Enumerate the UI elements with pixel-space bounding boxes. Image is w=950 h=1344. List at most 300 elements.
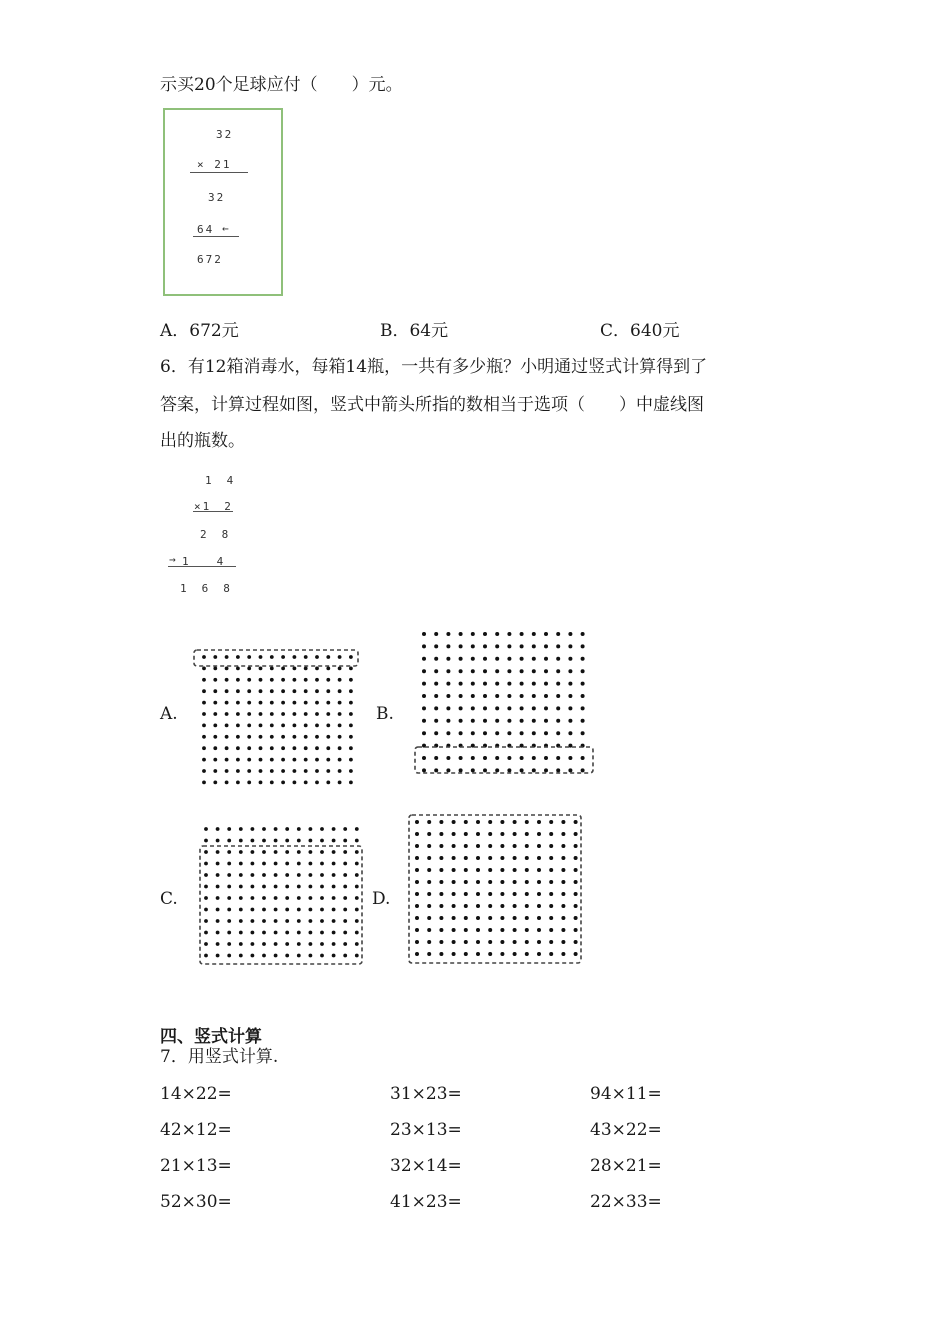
dot	[495, 768, 499, 772]
dot	[309, 873, 313, 877]
q5-option-c: C．640元	[600, 321, 680, 341]
dot	[513, 856, 517, 860]
dot	[274, 850, 278, 854]
dot	[259, 735, 263, 739]
dot	[236, 781, 240, 785]
q6-option-b-label: B.	[376, 704, 394, 724]
dot	[581, 669, 585, 673]
dot	[520, 682, 524, 686]
dot	[202, 758, 206, 762]
dot	[549, 928, 553, 932]
dot	[304, 667, 308, 671]
dot	[315, 781, 319, 785]
dot	[236, 678, 240, 682]
dot	[349, 758, 353, 762]
dot	[304, 678, 308, 682]
dot	[281, 724, 285, 728]
dot	[247, 746, 251, 750]
dot	[556, 669, 560, 673]
dot	[459, 731, 463, 735]
dot	[285, 954, 289, 958]
dot	[349, 678, 353, 682]
dot	[549, 844, 553, 848]
dot	[239, 919, 243, 923]
dot	[236, 735, 240, 739]
dot	[495, 706, 499, 710]
dot	[285, 908, 289, 912]
dot	[459, 706, 463, 710]
dot	[446, 719, 450, 723]
dot	[500, 928, 504, 932]
dot	[525, 916, 529, 920]
dot	[488, 868, 492, 872]
dot	[262, 885, 266, 889]
dot	[274, 827, 278, 831]
dot	[326, 724, 330, 728]
dot	[227, 850, 231, 854]
dot	[459, 632, 463, 636]
q6-question-line3: 出的瓶数。	[160, 431, 245, 451]
dot	[415, 856, 419, 860]
dot	[251, 942, 255, 946]
dot	[239, 931, 243, 935]
dot	[236, 667, 240, 671]
dot	[355, 839, 359, 843]
dot	[556, 768, 560, 772]
dot	[247, 735, 251, 739]
dot	[574, 916, 578, 920]
dot	[251, 850, 255, 854]
q5-option-a: A．672元	[160, 321, 239, 341]
dot	[415, 904, 419, 908]
dot	[239, 873, 243, 877]
dot	[532, 669, 536, 673]
dot	[439, 856, 443, 860]
dot	[349, 701, 353, 705]
dashed-selection-box	[409, 815, 581, 963]
dot	[452, 832, 456, 836]
dot	[281, 712, 285, 716]
dot	[581, 731, 585, 735]
q5-question-tail: 示买20个足球应付（ ）元。	[160, 75, 403, 95]
dot	[532, 694, 536, 698]
dot	[216, 827, 220, 831]
dot	[315, 689, 319, 693]
dot	[274, 839, 278, 843]
dot	[274, 896, 278, 900]
dot	[239, 862, 243, 866]
dot	[434, 694, 438, 698]
dot	[507, 669, 511, 673]
dot	[239, 850, 243, 854]
dot	[459, 756, 463, 760]
dot	[236, 724, 240, 728]
dot	[293, 735, 297, 739]
dot	[270, 655, 274, 659]
dot	[434, 682, 438, 686]
dot	[239, 885, 243, 889]
dot	[332, 931, 336, 935]
dot	[520, 669, 524, 673]
dot	[239, 954, 243, 958]
dot	[315, 678, 319, 682]
dot	[568, 768, 572, 772]
dot	[513, 928, 517, 932]
dot	[488, 892, 492, 896]
dot	[285, 850, 289, 854]
dot	[507, 682, 511, 686]
q5-calc-multiplicand: 32	[216, 128, 234, 141]
dot	[427, 844, 431, 848]
dot	[216, 919, 220, 923]
dot	[483, 756, 487, 760]
dot	[216, 873, 220, 877]
dot	[338, 769, 342, 773]
dot	[537, 904, 541, 908]
dot	[471, 644, 475, 648]
dot	[281, 655, 285, 659]
dot	[556, 719, 560, 723]
dot	[309, 942, 313, 946]
q6-calc-partial1: 2 8	[200, 528, 231, 541]
dot	[225, 746, 229, 750]
dot	[452, 892, 456, 896]
dot	[227, 908, 231, 912]
dot	[225, 689, 229, 693]
dot	[227, 839, 231, 843]
dot	[520, 731, 524, 735]
dot	[561, 820, 565, 824]
dot	[236, 701, 240, 705]
dot	[304, 769, 308, 773]
dot	[549, 856, 553, 860]
dot	[561, 832, 565, 836]
dot	[259, 655, 263, 659]
dot	[259, 746, 263, 750]
dot	[500, 832, 504, 836]
dot	[355, 896, 359, 900]
dot	[213, 769, 217, 773]
dot	[581, 657, 585, 661]
dot	[326, 769, 330, 773]
dot	[507, 768, 511, 772]
dot	[459, 669, 463, 673]
dot	[549, 892, 553, 896]
dot	[513, 904, 517, 908]
dot	[459, 644, 463, 648]
dot	[349, 724, 353, 728]
dot	[520, 706, 524, 710]
dot	[202, 689, 206, 693]
dot	[507, 632, 511, 636]
dot	[476, 940, 480, 944]
dot	[225, 712, 229, 716]
dot	[544, 657, 548, 661]
dot	[216, 839, 220, 843]
dot	[427, 892, 431, 896]
dot	[202, 735, 206, 739]
q7-problem: 52×30=	[160, 1192, 232, 1212]
dot	[304, 701, 308, 705]
dot	[415, 832, 419, 836]
dot	[270, 746, 274, 750]
dot	[343, 827, 347, 831]
dot	[343, 942, 347, 946]
dot	[216, 931, 220, 935]
q6-option-c-label: C.	[160, 889, 178, 909]
dot	[574, 820, 578, 824]
dot	[525, 844, 529, 848]
dot	[537, 856, 541, 860]
dot	[355, 873, 359, 877]
dot	[213, 678, 217, 682]
dot	[332, 827, 336, 831]
dot	[483, 768, 487, 772]
dot	[574, 928, 578, 932]
dot	[274, 885, 278, 889]
dot	[422, 644, 426, 648]
dot	[216, 908, 220, 912]
dot	[488, 832, 492, 836]
dot	[213, 735, 217, 739]
dot	[304, 712, 308, 716]
dot	[549, 868, 553, 872]
dot	[556, 682, 560, 686]
dot	[338, 667, 342, 671]
dot	[422, 694, 426, 698]
dot	[247, 701, 251, 705]
dot	[309, 908, 313, 912]
dot	[500, 952, 504, 956]
dot	[427, 940, 431, 944]
dot	[315, 758, 319, 762]
dot	[574, 880, 578, 884]
dot	[338, 781, 342, 785]
dot	[293, 689, 297, 693]
q6-calc-rule-2	[168, 566, 236, 567]
dot	[236, 655, 240, 659]
dot	[434, 731, 438, 735]
dot	[281, 667, 285, 671]
dot	[309, 885, 313, 889]
dot	[532, 644, 536, 648]
dot	[297, 850, 301, 854]
dot	[544, 632, 548, 636]
dot	[320, 862, 324, 866]
dot	[355, 942, 359, 946]
q6-option-d-label: D.	[372, 889, 391, 909]
dot	[349, 746, 353, 750]
dot	[332, 919, 336, 923]
dot	[204, 839, 208, 843]
dot	[459, 682, 463, 686]
dot	[507, 719, 511, 723]
dot	[427, 928, 431, 932]
dot	[488, 880, 492, 884]
dot	[476, 892, 480, 896]
dot	[227, 931, 231, 935]
dot	[259, 712, 263, 716]
dot	[471, 682, 475, 686]
dot	[574, 868, 578, 872]
q7-problem: 23×13=	[390, 1120, 462, 1140]
q6-option-c-dot-grid	[196, 822, 368, 967]
dot	[285, 919, 289, 923]
dot	[202, 655, 206, 659]
dot	[476, 952, 480, 956]
dot	[537, 880, 541, 884]
dot	[309, 954, 313, 958]
dot	[315, 667, 319, 671]
dot	[452, 928, 456, 932]
dot	[452, 856, 456, 860]
dot	[581, 632, 585, 636]
dot	[262, 954, 266, 958]
dot	[251, 896, 255, 900]
dot	[247, 781, 251, 785]
dot	[476, 820, 480, 824]
dot	[439, 844, 443, 848]
dot	[561, 856, 565, 860]
dot	[464, 916, 468, 920]
q5-calc-rule-2	[193, 236, 239, 237]
dot	[415, 820, 419, 824]
dot	[556, 731, 560, 735]
dot	[525, 952, 529, 956]
q6-calc-result: 1 6 8	[180, 582, 232, 595]
dot	[297, 908, 301, 912]
dot	[471, 768, 475, 772]
dot	[349, 667, 353, 671]
dot	[459, 768, 463, 772]
dot	[293, 746, 297, 750]
dot	[213, 758, 217, 762]
dot	[459, 657, 463, 661]
dot	[293, 655, 297, 659]
dot	[309, 827, 313, 831]
dot	[476, 856, 480, 860]
dot	[464, 856, 468, 860]
dot	[471, 669, 475, 673]
dot	[488, 904, 492, 908]
dot	[549, 904, 553, 908]
dot	[343, 839, 347, 843]
dot	[225, 769, 229, 773]
dot	[320, 873, 324, 877]
dot	[520, 756, 524, 760]
dot	[532, 706, 536, 710]
dot	[326, 781, 330, 785]
dot	[483, 719, 487, 723]
dot	[259, 769, 263, 773]
dot	[304, 735, 308, 739]
dot	[274, 862, 278, 866]
dot	[507, 644, 511, 648]
dot	[434, 669, 438, 673]
dot	[270, 735, 274, 739]
dot	[225, 758, 229, 762]
dot	[452, 820, 456, 824]
dot	[446, 756, 450, 760]
dot	[525, 880, 529, 884]
dot	[338, 724, 342, 728]
dot	[544, 682, 548, 686]
dot	[483, 657, 487, 661]
dot	[488, 844, 492, 848]
dot	[247, 667, 251, 671]
dot	[513, 940, 517, 944]
dot	[561, 904, 565, 908]
dot	[452, 868, 456, 872]
dot	[225, 667, 229, 671]
dot	[581, 644, 585, 648]
dot	[495, 731, 499, 735]
dot	[309, 931, 313, 935]
dot	[281, 735, 285, 739]
dot	[349, 712, 353, 716]
dot	[297, 942, 301, 946]
dot	[525, 904, 529, 908]
dot	[259, 701, 263, 705]
dot	[293, 712, 297, 716]
q6-calc-rule	[193, 511, 233, 512]
dot	[415, 928, 419, 932]
dot	[251, 827, 255, 831]
dot	[225, 678, 229, 682]
dot	[239, 896, 243, 900]
dot	[439, 880, 443, 884]
dot	[343, 873, 347, 877]
dot	[225, 655, 229, 659]
dot	[320, 954, 324, 958]
q6-calc-arrow: →	[169, 553, 178, 566]
dot	[561, 880, 565, 884]
dot	[225, 781, 229, 785]
dot	[227, 954, 231, 958]
dot	[259, 758, 263, 762]
dot	[422, 682, 426, 686]
dot	[446, 632, 450, 636]
dot	[262, 919, 266, 923]
dot	[464, 952, 468, 956]
dot	[236, 769, 240, 773]
dot	[439, 952, 443, 956]
dot	[574, 844, 578, 848]
dot	[568, 682, 572, 686]
dot	[452, 952, 456, 956]
dot	[315, 746, 319, 750]
dot	[495, 669, 499, 673]
dot	[320, 827, 324, 831]
dot	[422, 731, 426, 735]
dot	[520, 694, 524, 698]
dot	[446, 694, 450, 698]
dot	[227, 896, 231, 900]
dot	[525, 940, 529, 944]
dot	[513, 916, 517, 920]
q7-problem: 41×23=	[390, 1192, 462, 1212]
dot	[561, 844, 565, 848]
dot	[581, 719, 585, 723]
dot	[259, 689, 263, 693]
dot	[320, 896, 324, 900]
dot	[349, 655, 353, 659]
dot	[581, 694, 585, 698]
q5-calc-result: 672	[197, 253, 223, 266]
dot	[434, 719, 438, 723]
dot	[216, 942, 220, 946]
q6-question-line2: 答案，计算过程如图，竖式中箭头所指的数相当于选项（ ）中虚线图	[160, 395, 704, 415]
